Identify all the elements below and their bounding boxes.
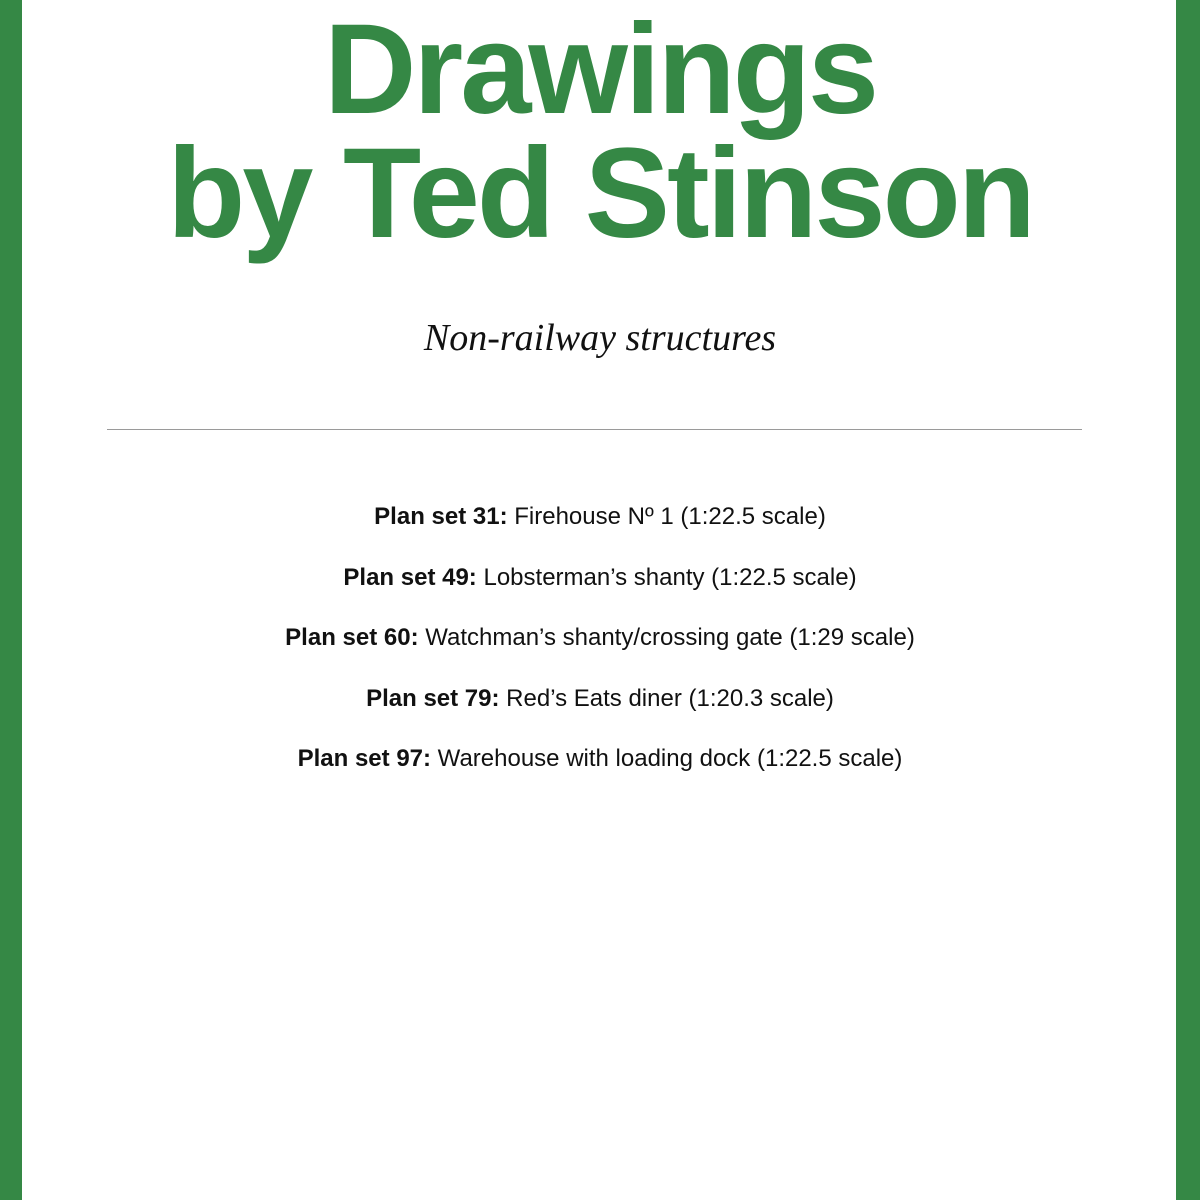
plan-set-item (0, 558, 1200, 619)
plan-set-label: Plan set 97: (297, 745, 432, 772)
plan-set-description: Watchman’s shanty/crossing gate (1:29 scale) (418, 624, 915, 651)
plan-set-description: Warehouse with loading dock (1:22.5 scale) (431, 745, 903, 772)
title-line-2: by Ted Stinson (167, 122, 1033, 265)
plan-set-description: Firehouse Nº 1 (1:22.5 scale) (507, 503, 826, 530)
plan-set-label: Plan set 79: (366, 684, 500, 712)
plan-set-description: Red’s Eats diner (1:20.3 scale) (499, 684, 834, 712)
plan-set-description: Lobsterman’s shanty (1:22.5 scale) (476, 563, 857, 591)
title-line-1: Drawings (323, 0, 877, 141)
plan-set-item (0, 618, 1200, 679)
plan-set-item (0, 497, 1200, 558)
page-subtitle: Non-railway structures (423, 317, 777, 359)
page-title (0, 0, 1200, 265)
divider (107, 429, 1082, 430)
plan-set-item (0, 679, 1200, 740)
plan-set-label: Plan set 49: (343, 563, 477, 591)
plan-set-label: Plan set 31: (374, 503, 508, 530)
plan-set-item (0, 739, 1200, 800)
plan-set-list (0, 497, 1200, 800)
plan-set-label: Plan set 60: (285, 624, 419, 651)
